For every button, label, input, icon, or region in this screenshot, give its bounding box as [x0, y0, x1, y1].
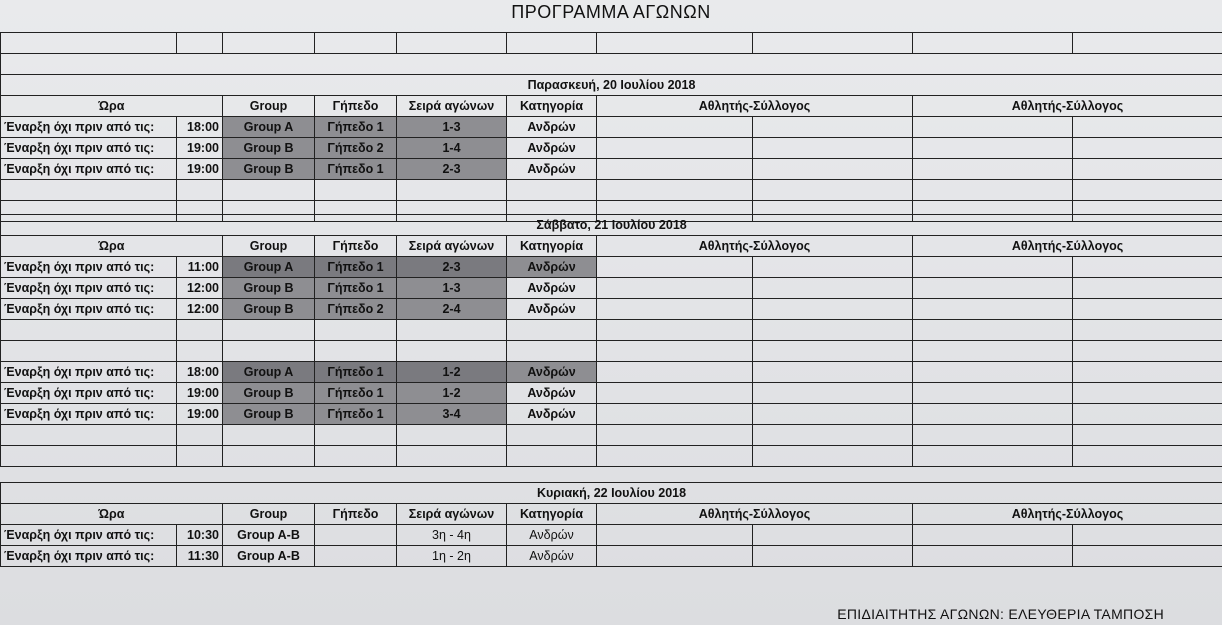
- match-field: Γήπεδο 1: [315, 362, 397, 383]
- match-category: Ανδρών: [507, 362, 597, 383]
- match-time: 10:30: [177, 525, 223, 546]
- match-time: 19:00: [177, 383, 223, 404]
- col-header-time: Ώρα: [1, 504, 223, 525]
- col-header-athlete-1: Αθλητής-Σύλλογος: [597, 236, 913, 257]
- col-header-category: Κατηγορία: [507, 504, 597, 525]
- col-header-group: Group: [223, 504, 315, 525]
- day-heading: Παρασκευή, 20 Ιουλίου 2018: [1, 75, 1222, 96]
- match-group: Group A: [223, 257, 315, 278]
- col-header-group: Group: [223, 96, 315, 117]
- match-order: 1-2: [397, 362, 507, 383]
- col-header-category: Κατηγορία: [507, 236, 597, 257]
- match-order: 1-2: [397, 383, 507, 404]
- match-time: 11:30: [177, 546, 223, 567]
- col-header-order: Σειρά αγώνων: [397, 504, 507, 525]
- match-order: 2-3: [397, 257, 507, 278]
- match-field: Γήπεδο 1: [315, 159, 397, 180]
- col-header-time: Ώρα: [1, 236, 223, 257]
- col-header-order: Σειρά αγώνων: [397, 96, 507, 117]
- match-group: Group A-B: [223, 525, 315, 546]
- empty-row: [1, 446, 1222, 467]
- match-order: 1-4: [397, 138, 507, 159]
- col-header-order: Σειρά αγώνων: [397, 236, 507, 257]
- start-label: Έναρξη όχι πριν από τις:: [1, 546, 177, 567]
- match-row: [1, 299, 1222, 320]
- col-header-group: Group: [223, 236, 315, 257]
- match-row: [1, 525, 1222, 546]
- page-title: ΠΡΟΓΡΑΜΜΑ ΑΓΩΝΩΝ: [511, 2, 711, 22]
- start-label: Έναρξη όχι πριν από τις:: [1, 257, 177, 278]
- match-group: Group A-B: [223, 546, 315, 567]
- match-field: Γήπεδο 1: [315, 257, 397, 278]
- match-group: Group B: [223, 278, 315, 299]
- match-field: Γήπεδο 1: [315, 383, 397, 404]
- col-header-category: Κατηγορία: [507, 96, 597, 117]
- match-field: Γήπεδο 1: [315, 404, 397, 425]
- match-order: 1η - 2η: [397, 546, 507, 567]
- start-label: Έναρξη όχι πριν από τις:: [1, 299, 177, 320]
- start-label: Έναρξη όχι πριν από τις:: [1, 362, 177, 383]
- start-label: Έναρξη όχι πριν από τις:: [1, 278, 177, 299]
- empty-row: [1, 425, 1222, 446]
- col-header-field: Γήπεδο: [315, 96, 397, 117]
- match-row: [1, 117, 1222, 138]
- match-group: Group A: [223, 117, 315, 138]
- empty-row: [1, 341, 1222, 362]
- start-label: Έναρξη όχι πριν από τις:: [1, 383, 177, 404]
- match-category: Ανδρών: [507, 117, 597, 138]
- match-field: Γήπεδο 1: [315, 117, 397, 138]
- match-row: [1, 138, 1222, 159]
- day-heading: Κυριακή, 22 Ιουλίου 2018: [1, 483, 1222, 504]
- match-time: 19:00: [177, 404, 223, 425]
- match-field: Γήπεδο 1: [315, 278, 397, 299]
- match-time: 18:00: [177, 362, 223, 383]
- blank-row: [1, 33, 1222, 54]
- col-header-field: Γήπεδο: [315, 236, 397, 257]
- match-order: 1-3: [397, 117, 507, 138]
- match-time: 12:00: [177, 299, 223, 320]
- col-header-athlete-2: Αθλητής-Σύλλογος: [913, 96, 1222, 117]
- match-time: 11:00: [177, 257, 223, 278]
- referee-footer: ΕΠΙΔΙΑΙΤΗΤΗΣ ΑΓΩΝΩΝ: ΕΛΕΥΘΕΡΙΑ ΤΑΜΠΟΣΗ: [837, 606, 1164, 622]
- start-label: Έναρξη όχι πριν από τις:: [1, 404, 177, 425]
- match-field: Γήπεδο 2: [315, 299, 397, 320]
- col-header-athlete-2: Αθλητής-Σύλλογος: [913, 236, 1222, 257]
- match-category: Ανδρών: [507, 525, 597, 546]
- match-row: [1, 278, 1222, 299]
- day-table-sunday: [0, 482, 1222, 567]
- match-field: Γήπεδο 2: [315, 138, 397, 159]
- match-group: Group A: [223, 362, 315, 383]
- header-row: [1, 504, 1222, 525]
- match-group: Group B: [223, 383, 315, 404]
- day-table-friday: [0, 32, 1222, 222]
- col-header-athlete-1: Αθλητής-Σύλλογος: [597, 96, 913, 117]
- match-row: [1, 159, 1222, 180]
- start-label: Έναρξη όχι πριν από τις:: [1, 525, 177, 546]
- match-category: Ανδρών: [507, 546, 597, 567]
- match-row: [1, 362, 1222, 383]
- start-label: Έναρξη όχι πριν από τις:: [1, 117, 177, 138]
- match-order: 1-3: [397, 278, 507, 299]
- match-order: 2-3: [397, 159, 507, 180]
- empty-row: [1, 180, 1222, 201]
- match-field: [315, 546, 397, 567]
- header-row: [1, 96, 1222, 117]
- match-time: 18:00: [177, 117, 223, 138]
- match-row: [1, 404, 1222, 425]
- empty-row: [1, 320, 1222, 341]
- match-order: 3η - 4η: [397, 525, 507, 546]
- match-group: Group B: [223, 404, 315, 425]
- day-table-saturday: [0, 214, 1222, 467]
- match-category: Ανδρών: [507, 138, 597, 159]
- match-category: Ανδρών: [507, 159, 597, 180]
- start-label: Έναρξη όχι πριν από τις:: [1, 138, 177, 159]
- col-header-time: Ώρα: [1, 96, 223, 117]
- match-category: Ανδρών: [507, 278, 597, 299]
- match-time: 12:00: [177, 278, 223, 299]
- match-time: 19:00: [177, 159, 223, 180]
- match-group: Group B: [223, 138, 315, 159]
- match-order: 3-4: [397, 404, 507, 425]
- day-heading: Σάββατο, 21 Ιουλίου 2018: [1, 215, 1222, 236]
- header-row: [1, 236, 1222, 257]
- col-header-athlete-1: Αθλητής-Σύλλογος: [597, 504, 913, 525]
- match-order: 2-4: [397, 299, 507, 320]
- match-category: Ανδρών: [507, 383, 597, 404]
- col-header-field: Γήπεδο: [315, 504, 397, 525]
- match-row: [1, 383, 1222, 404]
- start-label: Έναρξη όχι πριν από τις:: [1, 159, 177, 180]
- match-group: Group B: [223, 299, 315, 320]
- col-header-athlete-2: Αθλητής-Σύλλογος: [913, 504, 1222, 525]
- match-category: Ανδρών: [507, 299, 597, 320]
- match-category: Ανδρών: [507, 404, 597, 425]
- match-field: [315, 525, 397, 546]
- match-row: [1, 546, 1222, 567]
- match-group: Group B: [223, 159, 315, 180]
- match-category: Ανδρών: [507, 257, 597, 278]
- match-time: 19:00: [177, 138, 223, 159]
- match-row: [1, 257, 1222, 278]
